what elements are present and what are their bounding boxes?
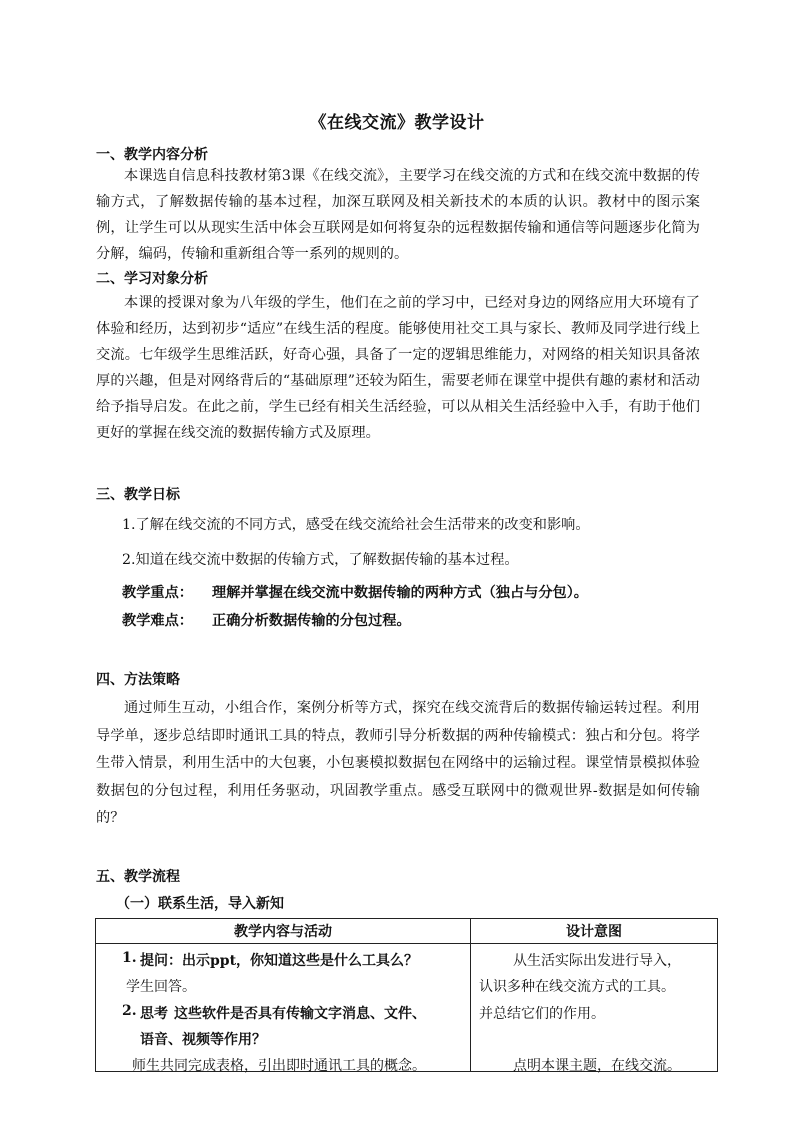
intent-cell [471,944,717,1074]
difficulty-label: 教学难点： [122,613,193,629]
item-1-student-response: 学生回答。 [126,979,196,995]
table-header-intent: 设计意图 [471,919,718,944]
item-2-class-activity: 师生共同完成表格，引出即时通讯工具的概念。 [132,1058,426,1074]
item-2-number: 2. [122,1003,137,1019]
section-heading-teaching-goals: 三、教学日标 [96,487,180,503]
intent-line-3: 并总结它们的作用。 [479,1006,605,1022]
table-header-row [96,919,718,944]
table-row [96,944,718,1072]
item-2-label: 思考 [140,1006,168,1022]
intent-line-1: 从生活实际出发进行导入， [513,953,681,969]
item-2-text-continued: 语音、视频等作用？ [140,1032,266,1048]
teaching-goal-2: 2.知道在线交流中数据的传输方式，了解数据传输的基本过程。 [122,552,519,568]
learner-analysis-paragraph: 本课的授课对象为八年级的学生，他们在之前的学习中，已经对身边的网络应用大环境有了体验和经历，达到初步“适应”在线生活的程度。能够使用社交工具与家长、教师及同学进行线上交流。七年级学生思维活跃，好奇心强，具备了一定的逻辑思维能力，对网络的相关知识具备浓厚的兴趣，但是对网络背后的“基础原理”还较为陌生，需要老师在课堂中提供有趣的素材和活动给予指导启发。在此之前，学生已经有相关生活经验，可以从相关生活经验中入手，有助于他们更好的掌握在线交流的数据传输方式及原理。 [96,295,700,441]
teaching-flow-table [95,918,718,1072]
content-analysis-paragraph: 本课选自信息科技教材第3课《在线交流》，主要学习在线交流的方式和在线交流中数据的传输方式，了解数据传输的基本过程，加深互联网及相关新技术的本质的认识。教材中的图示案例，让学生可以从现实生活中体会互联网是如何将复杂的远程数据传输和通信等问题逐步化简为分解，编码，传输和重新组合等一系列的规则的。 [96,168,700,262]
section-heading-content-analysis: 一、教学内容分析 [96,147,208,163]
methods-paragraph: 通过师生互动，小组合作，案例分析等方式，探究在线交流背后的数据传输运转过程。利用导学单，逐步总结即时通讯工具的特点，教师引导分析数据的两种传输模式：独占和分包。将学生带入情景，利用生活中的大包裹，小包裹模拟数据包在网络中的运输过程。课堂情景模拟体验数据包的分包过程，利用任务驱动，巩固教学重点。感受互联网中的微观世界-数据是如何传输的？ [96,700,700,826]
key-point-text: 理解并掌握在线交流中数据传输的两种方式（独占与分包）。 [212,585,588,601]
difficulty-text: 正确分析数据传输的分包过程。 [212,613,411,629]
section-heading-methods: 四、方法策略 [96,672,180,688]
activities-cell [96,944,470,1074]
document-title: 《在线交流》教学设计 [309,113,485,133]
item-1-number: 1. [122,950,137,966]
item-1-text: 出示ppt，你知道这些是什么工具么？ [182,953,419,969]
key-point-label: 教学重点： [122,585,193,601]
intent-line-2: 认识多种在线交流方式的工具。 [479,979,675,995]
table-header-activities: 教学内容与活动 [96,919,471,944]
item-2-text: 这些软件是否具有传输文字消息、文件、 [174,1006,426,1022]
intent-line-4: 点明本课主题，在线交流。 [513,1058,681,1074]
section-heading-teaching-flow: 五、教学流程 [96,869,180,885]
teaching-goal-1: 1.了解在线交流的不同方式，感受在线交流给社会生活带来的改变和影响。 [122,517,590,533]
subsection-heading-introduction: （一）联系生活，导入新知 [116,896,284,912]
item-1-label: 提问： [140,953,182,969]
section-heading-learner-analysis: 二、学习对象分析 [96,271,208,287]
